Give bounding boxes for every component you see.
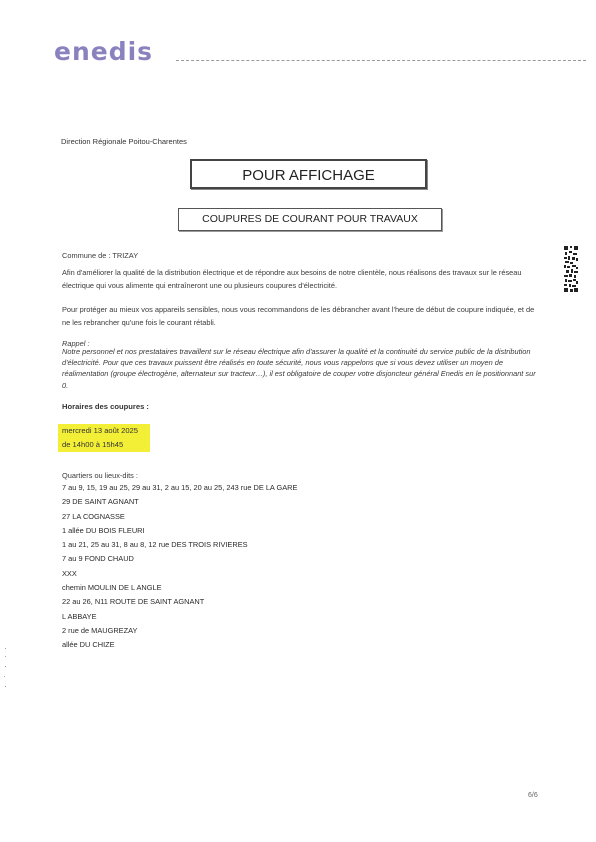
coupure-hours: de 14h00 à 15h45 (62, 440, 124, 449)
street-item: 7 au 9, 15, 19 au 25, 29 au 31, 2 au 15, 20 au 25, 243 rue DE LA GARE (62, 483, 298, 492)
horaires-label: Horaires des coupures : (62, 402, 149, 411)
street-item: L ABBAYE (62, 611, 97, 621)
street-item: 1 allée DU BOIS FLEURI (62, 525, 145, 535)
street-item: 2 rue de MAUGREZAY (62, 625, 138, 635)
protection-paragraph: Pour protéger au mieux vos appareils sensibles, nous vous recommandons de les débrancher avant l'heure de début de coupure indiquée, et de ne les rebrancher qu'une fois le courant rétabli. (62, 305, 535, 327)
intro-paragraph: Afin d'améliorer la qualité de la distribution électrique et de répondre aux besoins de notre clientèle, nous réalisons des travaux sur le réseau électrique qui vous alimente qui entraîneront une ou plusieurs coupures d'électricité. (62, 268, 522, 290)
enedis-logo: enedis (54, 37, 154, 66)
street-item: 27 LA COGNASSE (62, 511, 125, 521)
header-dashed-rule (176, 60, 586, 61)
street-item: XXX (62, 568, 77, 578)
street-item: 7 au 9 FOND CHAUD (62, 554, 134, 564)
pour-affichage-box: POUR AFFICHAGE (190, 159, 427, 189)
coupures-title-box: COUPURES DE COURANT POUR TRAVAUX (178, 208, 442, 231)
street-item: chemin MOULIN DE L ANGLE (62, 583, 162, 593)
street-item: 1 au 21, 25 au 31, 8 au 8, 12 rue DES TROIS RIVIERES (62, 540, 248, 550)
street-item: 29 DE SAINT AGNANT (62, 497, 139, 507)
streets-list (62, 481, 297, 653)
qr-code-icon (564, 246, 578, 292)
rappel-label: Rappel : (62, 339, 90, 348)
rappel-paragraph: Notre personnel et nos prestataires travaillent sur le réseau électrique afin d'assurer la qualité et la continuité du service public de la distribution d'électricité. Pour que ces travaux puissent être réalisés en toute sécurité, nous vous rappelons que si vous devez utiliser un moyen de réalimentation (groupe électrogène, alternateur sur tracteur…), il est obligatoire de couper votre disjoncteur général Enedis en le positionnant sur 0. (62, 347, 536, 390)
street-item: allée DU CHIZE (62, 640, 115, 650)
commune-line: Commune de : TRIZAY (62, 251, 139, 260)
page-number: 6/6 (528, 792, 538, 799)
coupure-date: mercredi 13 août 2025 (62, 426, 138, 435)
quartiers-label: Quartiers ou lieux-dits : (62, 471, 138, 480)
direction-label: Direction Régionale Poitou-Charentes (61, 137, 187, 146)
scan-specks (4, 648, 7, 688)
street-item: 22 au 26, N11 ROUTE DE SAINT AGNANT (62, 597, 205, 607)
